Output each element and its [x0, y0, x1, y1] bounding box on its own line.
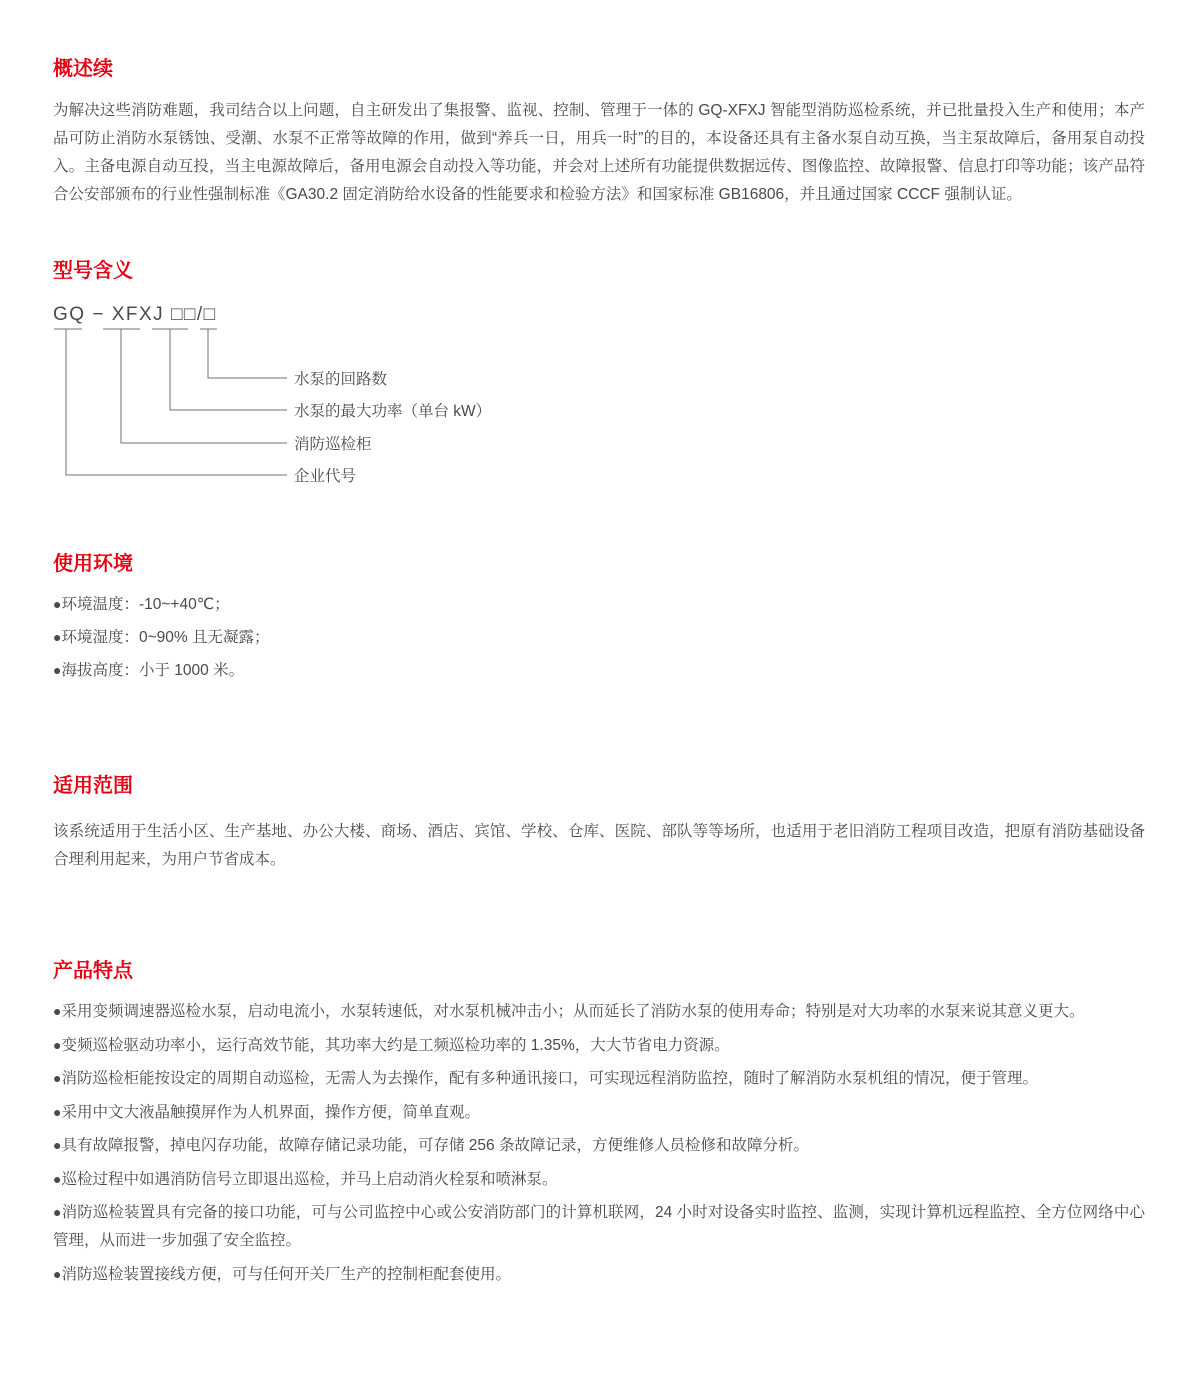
overview-paragraph: 为解决这些消防难题，我司结合以上问题，自主研发出了集报警、监视、控制、管理于一体的 GQ-XFXJ 智能型消防巡检系统，并已批量投入生产和使用；本产品可防止消防水泵锈蚀、受潮、水泵不正常等故障的作用，做到“养兵一日，用兵一时”的目的，本设备还具有主备水泵自动互换，当主泵故障后，备用泵自动投入。主备电源自动互投，当主电源故障后，备用电源会自动投入等功能，并会对上述所有功能提供数据远传、图像监控、故障报警、信息打印等功能；该产品符合公安部颁布的行业性强制标准《GA30.2 固定消防给水设备的性能要求和检验方法》和国家标准 GB16806，并且通过国家 CCCF 强制认证。	[53, 102, 1145, 203]
features-list	[53, 997, 1145, 1289]
feature-item	[53, 1098, 1145, 1127]
feature-item-text: 采用中文大液晶触摸屏作为人机界面，操作方便，简单直观。	[61, 1103, 480, 1121]
bullet-icon: ●	[53, 596, 62, 612]
environment-item-text: 环境湿度：0~90% 且无凝露；	[61, 629, 270, 646]
section-title-overview: 概述续	[53, 58, 113, 80]
document-page	[0, 57, 1200, 1289]
environment-item-text: 海拔高度：小于 1000 米。	[61, 662, 245, 679]
feature-item-text: 消防巡检装置接线方便，可与任何开关厂生产的控制柜配套使用。	[61, 1265, 511, 1283]
feature-item-text: 变频巡检驱动功率小，运行高效节能，其功率大约是工频巡检功率的 1.35%，大大节省电力资源。	[61, 1036, 730, 1054]
model-code-diagram	[53, 300, 753, 492]
feature-item-text: 具有故障报警，掉电闪存功能，故障存储记录功能，可存储 256 条故障记录，方便维修人员检修和故障分析。	[61, 1137, 809, 1154]
feature-item	[53, 1260, 1145, 1289]
feature-item-text: 消防巡检柜能按设定的周期自动巡检，无需人为去操作，配有多种通讯接口，可实现远程消防监控，随时了解消防水泵机组的情况，便于管理。	[61, 1070, 1038, 1087]
bullet-icon: ●	[53, 1170, 62, 1187]
feature-item	[53, 997, 1145, 1026]
diagram-connector-enterprise	[66, 329, 287, 475]
feature-item-text: 巡检过程中如遇消防信号立即退出巡检，并马上启动消火栓泵和喷淋泵。	[61, 1170, 558, 1188]
feature-item	[53, 1165, 1145, 1194]
bullet-icon: ●	[53, 1003, 62, 1019]
model-label-enterprise-code: 企业代号	[294, 468, 357, 485]
feature-item	[53, 1131, 1145, 1160]
bullet-icon: ●	[53, 1204, 62, 1220]
model-label-circuit-count: 水泵的回路数	[294, 371, 388, 388]
model-label-max-power: 水泵的最大功率（单台 kW）	[294, 403, 492, 420]
bullet-icon: ●	[53, 1070, 62, 1086]
scope-paragraph: 该系统适用于生活小区、生产基地、办公大楼、商场、酒店、宾馆、学校、仓库、医院、部队等等场所，也适用于老旧消防工程项目改造，把原有消防基础设备合理利用起来，为用户节省成本。	[53, 823, 1145, 868]
feature-item	[53, 1064, 1145, 1093]
environment-item	[53, 588, 1145, 621]
diagram-connector-circuits	[208, 329, 287, 378]
diagram-connector-power	[170, 329, 287, 410]
bullet-icon: ●	[53, 1137, 62, 1153]
bullet-icon: ●	[53, 1103, 62, 1120]
feature-item	[53, 1198, 1145, 1255]
bullet-icon: ●	[53, 1036, 62, 1053]
bullet-icon: ●	[53, 662, 62, 678]
feature-item-text: 消防巡检装置具有完备的接口功能，可与公司监控中心或公安消防部门的计算机联网，24 小时对设备实时监控、监测，实现计算机远程监控、全方位网络中心管理，从而进一步加强了安全监控。	[53, 1204, 1145, 1249]
environment-item-text: 环境温度：-10~+40℃；	[61, 596, 230, 613]
section-title-model-meaning: 型号含义	[53, 260, 133, 282]
feature-item	[53, 1031, 1145, 1060]
environment-item	[53, 621, 1145, 654]
environment-list	[53, 588, 1145, 687]
model-code: GQ − XFXJ □□/□	[53, 304, 217, 325]
bullet-icon: ●	[53, 629, 62, 645]
environment-item	[53, 654, 1145, 687]
feature-item-text: 采用变频调速器巡检水泵，启动电流小，水泵转速低，对水泵机械冲击小；从而延长了消防水泵的使用寿命；特别是对大功率的水泵来说其意义更大。	[61, 1003, 1085, 1020]
diagram-connector-cabinet	[121, 329, 287, 443]
bullet-icon: ●	[53, 1265, 62, 1282]
section-title-scope: 适用范围	[53, 775, 133, 797]
section-title-features: 产品特点	[53, 960, 133, 982]
section-title-environment: 使用环境	[53, 553, 133, 575]
model-label-inspection-cabinet: 消防巡检柜	[294, 436, 372, 453]
